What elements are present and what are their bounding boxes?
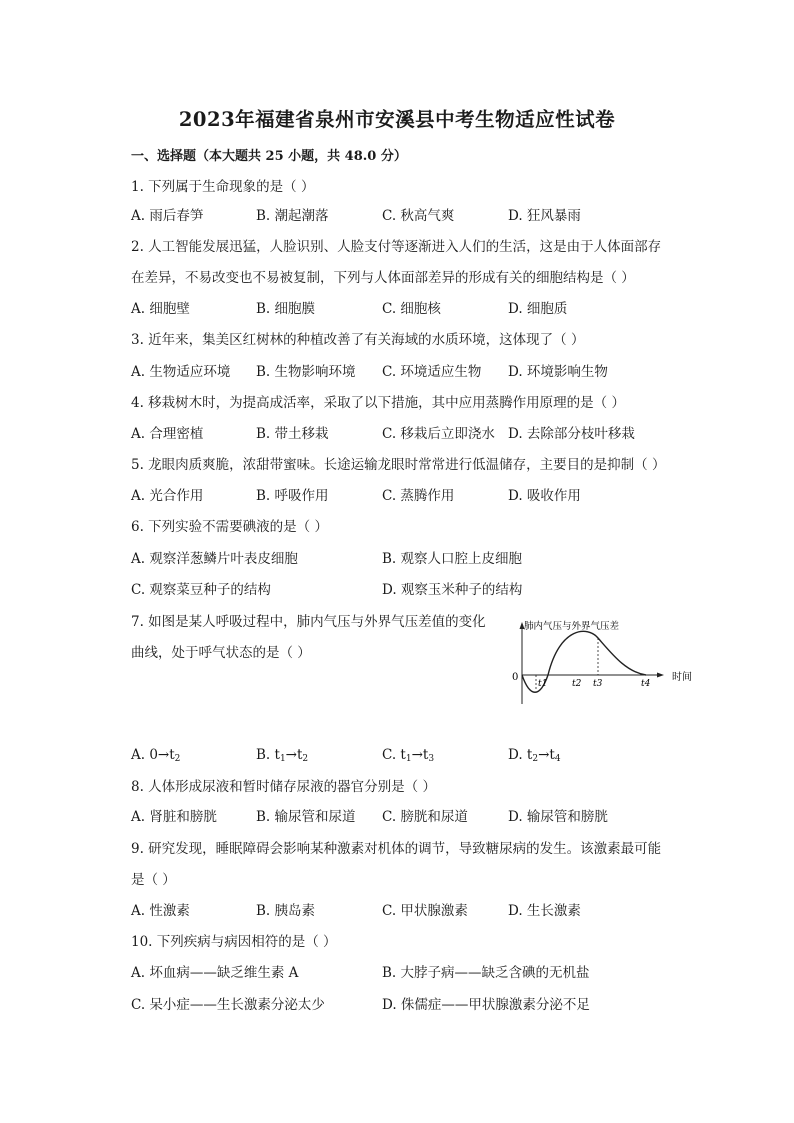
q8-option-b: B. 输尿管和尿道 [256, 809, 356, 825]
q4-option-a: A. 合理密植 [131, 426, 204, 442]
question-9-stem-line-2: 是（ ） [131, 872, 176, 888]
q10-option-b: B. 大脖子病——缺乏含碘的无机盐 [382, 965, 590, 981]
q9-option-d: D. 生长激素 [508, 903, 581, 919]
question-8-stem: 8. 人体形成尿液和暂时储存尿液的器官分别是（ ） [131, 779, 436, 795]
q9-option-c: C. 甲状腺激素 [382, 903, 468, 919]
q4-option-b: B. 带土移栽 [256, 426, 329, 442]
question-2-stem-line-2: 在差异，不易改变也不易被复制，下列与人体面部差异的形成有关的细胞结构是（ ） [131, 270, 635, 286]
q6-option-d: D. 观察玉米种子的结构 [382, 582, 523, 598]
q1-option-c: C. 秋高气爽 [382, 208, 455, 224]
q5-option-c: C. 蒸腾作用 [382, 488, 455, 504]
q7-option-d: D. $t_2\to t_4$ [508, 747, 561, 764]
q9-option-b: B. 胰岛素 [256, 903, 316, 919]
question-2-stem-line-1: 2. 人工智能发展迅猛，人脸识别、人脸支付等逐渐进入人们的生活，这是由于人体面部存 [131, 239, 662, 255]
question-6-stem: 6. 下列实验不需要碘液的是（ ） [131, 519, 328, 535]
page-title: 2023年福建省泉州市安溪县中考生物适应性试卷 [178, 108, 616, 131]
tick-t2: t2 [572, 679, 582, 689]
q4-option-d: D. 去除部分枝叶移栽 [508, 426, 635, 442]
question-10-stem: 10. 下列疾病与病因相符的是（ ） [131, 934, 337, 950]
q6-option-a: A. 观察洋葱鳞片叶表皮细胞 [131, 551, 298, 567]
q8-option-c: C. 膀胱和尿道 [382, 809, 468, 825]
q8-option-a: A. 肾脏和膀胱 [131, 809, 217, 825]
q8-option-d: D. 输尿管和膀胱 [508, 809, 608, 825]
section-heading: 一、选择题（本大题共 25 小题，共 48.0 分） [131, 149, 407, 164]
question-5-stem: 5. 龙眼肉质爽脆，浓甜带蜜味。长途运输龙眼时常常进行低温储存，主要目的是抑制（ ） [131, 457, 666, 473]
q1-option-a: A. 雨后春笋 [131, 208, 204, 224]
question-7-stem-line-1: 7. 如图是某人呼吸过程中，肺内气压与外界气压差值的变化 [131, 614, 486, 630]
q2-option-d: D. 细胞质 [508, 301, 568, 317]
q7-option-a: A. $0\to t_2$ [131, 747, 181, 764]
q1-option-b: B. 潮起潮落 [256, 208, 329, 224]
tick-t4: t4 [641, 679, 651, 689]
tick-t1: t1 [538, 679, 548, 689]
q5-option-a: A. 光合作用 [131, 488, 204, 504]
question-4-stem: 4. 移栽树木时，为提高成活率，采取了以下措施，其中应用蒸腾作用原理的是（ ） [131, 395, 625, 411]
origin-label: 0 [512, 672, 519, 683]
q2-option-b: B. 细胞膜 [256, 301, 316, 317]
q3-option-a: A. 生物适应环境 [131, 364, 231, 380]
q7-option-b: B. $t_1\to t_2$ [256, 747, 309, 764]
q3-option-c: C. 环境适应生物 [382, 364, 482, 380]
question-1-stem: 1. 下列属于生命现象的是（ ） [131, 179, 315, 195]
q6-option-b: B. 观察人口腔上皮细胞 [382, 551, 523, 567]
q5-option-d: D. 吸收作用 [508, 488, 581, 504]
q9-option-a: A. 性激素 [131, 903, 190, 919]
q6-option-c: C. 观察菜豆种子的结构 [131, 582, 271, 598]
q10-option-d: D. 侏儒症——甲状腺激素分泌不足 [382, 997, 590, 1013]
q1-option-d: D. 狂风暴雨 [508, 208, 581, 224]
q10-option-a: A. 坏血病——缺乏维生素 A [131, 965, 299, 981]
q3-option-d: D. 环境影响生物 [508, 364, 608, 380]
question-9-stem-line-1: 9. 研究发现，睡眠障碍会影响某种激素对机体的调节，导致糖尿病的发生。该激素最可能 [131, 841, 662, 857]
question-7-stem-line-2: 曲线，处于呼气状态的是（ ） [131, 645, 311, 661]
q5-option-b: B. 呼吸作用 [256, 488, 329, 504]
x-axis-label: 时间 [672, 672, 692, 683]
y-axis-label: 肺内气压与外界气压差 [524, 621, 620, 632]
x-axis-arrow [657, 673, 664, 678]
q4-option-c: C. 移栽后立即浇水 [382, 426, 495, 442]
question-3-stem: 3. 近年来，集美区红树林的种植改善了有关海域的水质环境，这体现了（ ） [131, 332, 585, 348]
tick-t3: t3 [593, 679, 603, 689]
q7-option-c: C. $t_1\to t_3$ [382, 747, 435, 764]
pressure-difference-graph [508, 616, 698, 708]
q10-option-c: C. 呆小症——生长激素分泌太少 [131, 997, 325, 1013]
q2-option-c: C. 细胞核 [382, 301, 441, 317]
q3-option-b: B. 生物影响环境 [256, 364, 356, 380]
q2-option-a: A. 细胞壁 [131, 301, 190, 317]
